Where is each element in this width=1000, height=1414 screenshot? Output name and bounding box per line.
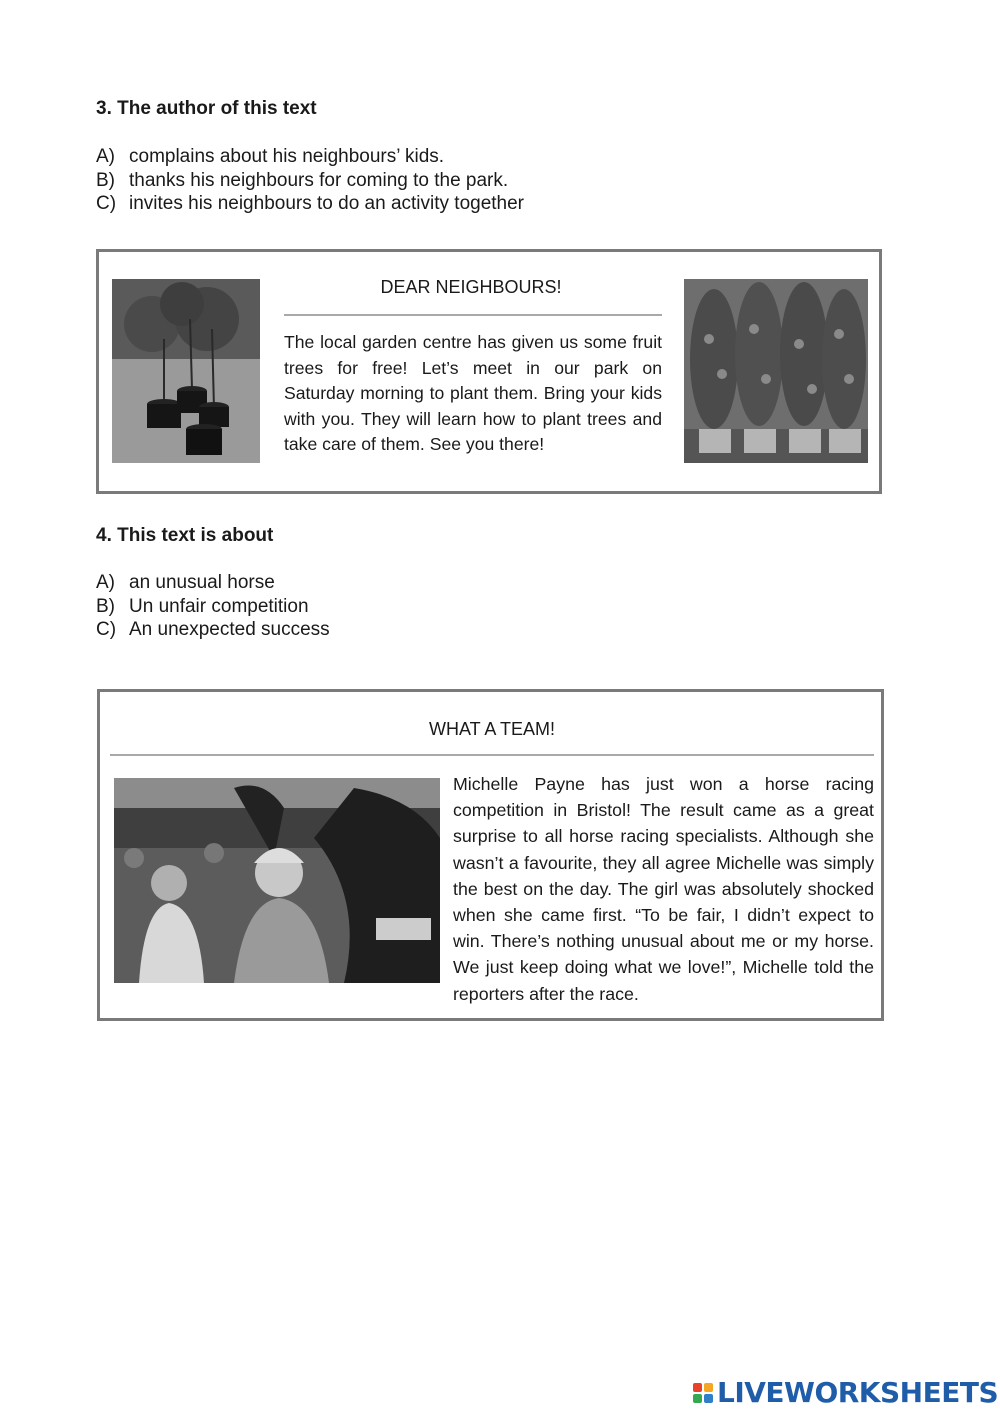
question-3-options	[96, 145, 524, 216]
logo-text: LIVEWORKSHEETS	[717, 1376, 999, 1409]
option-c[interactable]: C) invites his neighbours to do an activity together	[96, 193, 525, 214]
logo-block-red	[693, 1383, 702, 1392]
fruit-trees-photo-left	[112, 279, 260, 463]
article-title: WHAT A TEAM!	[428, 719, 556, 739]
option-c[interactable]: C) An unexpected success	[96, 619, 330, 640]
option-a[interactable]: A) an unusual horse	[96, 572, 275, 593]
article-text: Michelle Payne has just won a horse racing competition in Bristol! The result came as a great surprise to all horse racing specialists. Although she wasn’t a favourite, they all agree Michelle was simply the best on the day. The girl was absolutely shocked when she came first. “To be fair, I didn’t expect to win. There’s nothing unusual about me or my horse. We just keep doing what we love!”, Michelle told the reporters after the race.	[453, 774, 874, 1004]
horse-racing-photo	[114, 778, 440, 983]
article-divider	[110, 754, 874, 756]
logo-block-orange	[704, 1383, 713, 1392]
question-4-title: 4. This text is about	[96, 525, 274, 546]
fruit-trees-photo-right	[684, 279, 868, 463]
article-box	[97, 689, 884, 1021]
notice-title: DEAR NEIGHBOURS!	[380, 277, 562, 297]
question-4-options	[96, 571, 330, 642]
option-b[interactable]: B) Un unfair competition	[96, 595, 309, 617]
notice-text: The local garden centre has given us some fruit trees for free! Let’s meet in our park on Saturday morning to plant them. Bring your kids with you. They will learn how to plant trees and take care of them. See you there!	[284, 332, 662, 454]
option-b[interactable]: B) thanks his neighbours for coming to the park.	[96, 169, 509, 191]
notice-box	[96, 249, 882, 494]
logo-blocks-icon	[693, 1383, 713, 1403]
option-a[interactable]: A) complains about his neighbours’ kids.	[96, 146, 445, 167]
logo-block-blue	[704, 1394, 713, 1403]
question-3-title: 3. The author of this text	[96, 98, 317, 119]
notice-divider	[284, 314, 662, 316]
logo-block-green	[693, 1394, 702, 1403]
liveworksheets-logo[interactable]	[693, 1376, 998, 1409]
